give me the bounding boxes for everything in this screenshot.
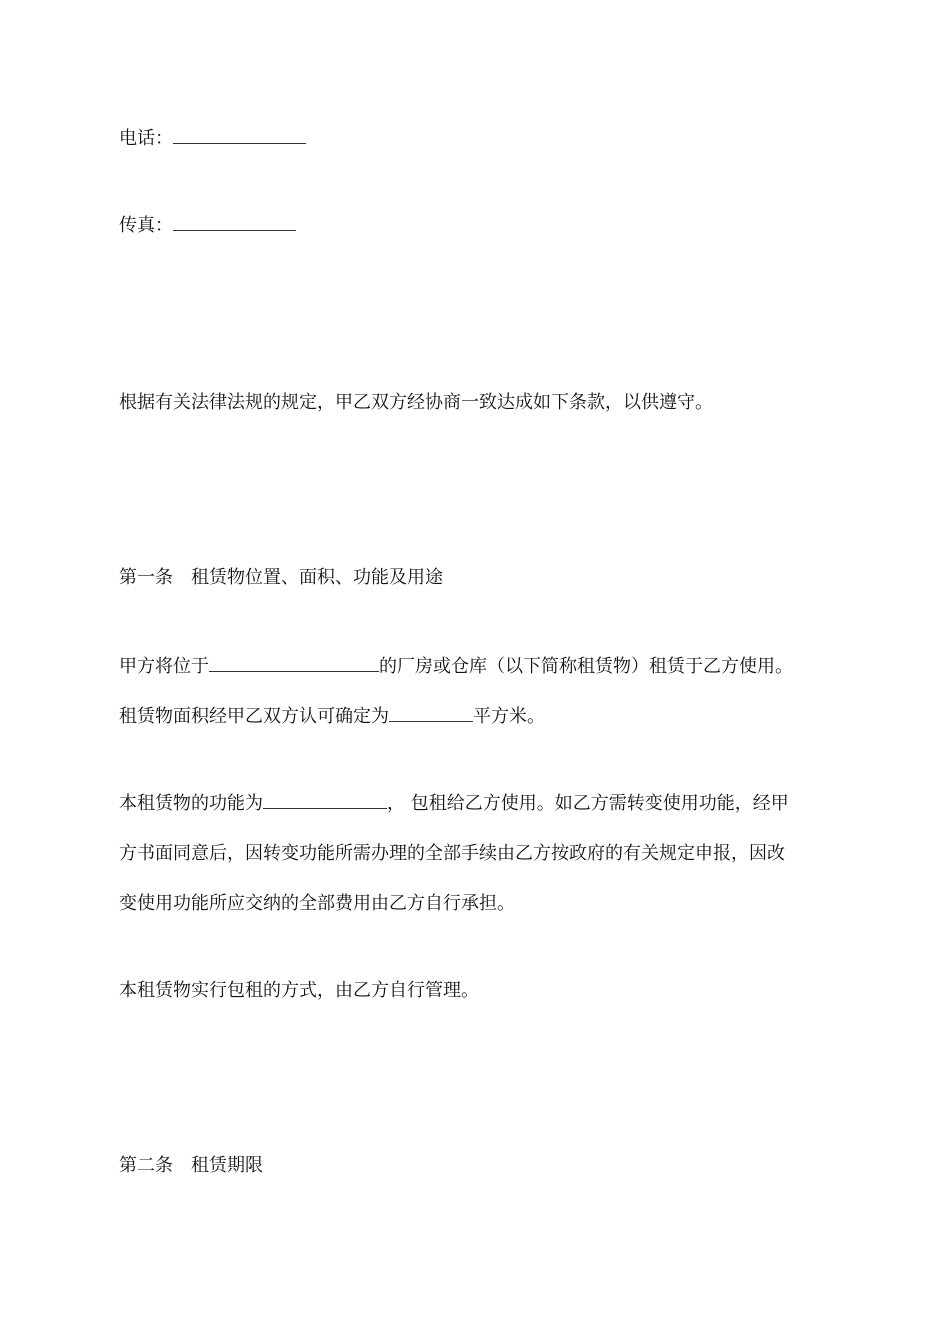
article1-paragraph2 — [119, 705, 545, 728]
location-prefix: 甲方将位于 — [119, 656, 209, 677]
phone-label: 电话： — [119, 128, 173, 149]
phone-line — [119, 127, 306, 150]
article1-heading: 第一条 租赁物位置、面积、功能及用途 — [119, 567, 443, 588]
fax-blank — [173, 214, 296, 231]
area-prefix: 租赁物面积经甲乙双方认可确定为 — [119, 706, 389, 727]
phone-blank — [173, 127, 306, 144]
article1-paragraph3-line2: 方书面同意后，因转变功能所需办理的全部手续由乙方按政府的有关规定申报，因改 — [119, 843, 785, 864]
location-suffix: 的厂房或仓库（以下简称租赁物）租赁于乙方使用。 — [379, 656, 793, 677]
function-prefix: 本租赁物的功能为 — [119, 793, 263, 814]
article1-paragraph1 — [119, 655, 793, 678]
preamble: 根据有关法律法规的规定，甲乙双方经协商一致达成如下条款，以供遵守。 — [119, 392, 713, 413]
function-blank — [263, 792, 387, 809]
article2-heading: 第二条 租赁期限 — [119, 1155, 263, 1176]
fax-line — [119, 214, 296, 237]
area-suffix: 平方米。 — [473, 706, 545, 727]
location-blank — [209, 655, 379, 672]
function-suffix: ， 包租给乙方使用。如乙方需转变使用功能，经甲 — [387, 793, 789, 814]
fax-label: 传真： — [119, 215, 173, 236]
area-blank — [389, 705, 473, 722]
article1-paragraph4: 本租赁物实行包租的方式，由乙方自行管理。 — [119, 980, 479, 1001]
article1-paragraph3 — [119, 792, 789, 815]
article1-paragraph3-line3: 变使用功能所应交纳的全部费用由乙方自行承担。 — [119, 893, 515, 914]
